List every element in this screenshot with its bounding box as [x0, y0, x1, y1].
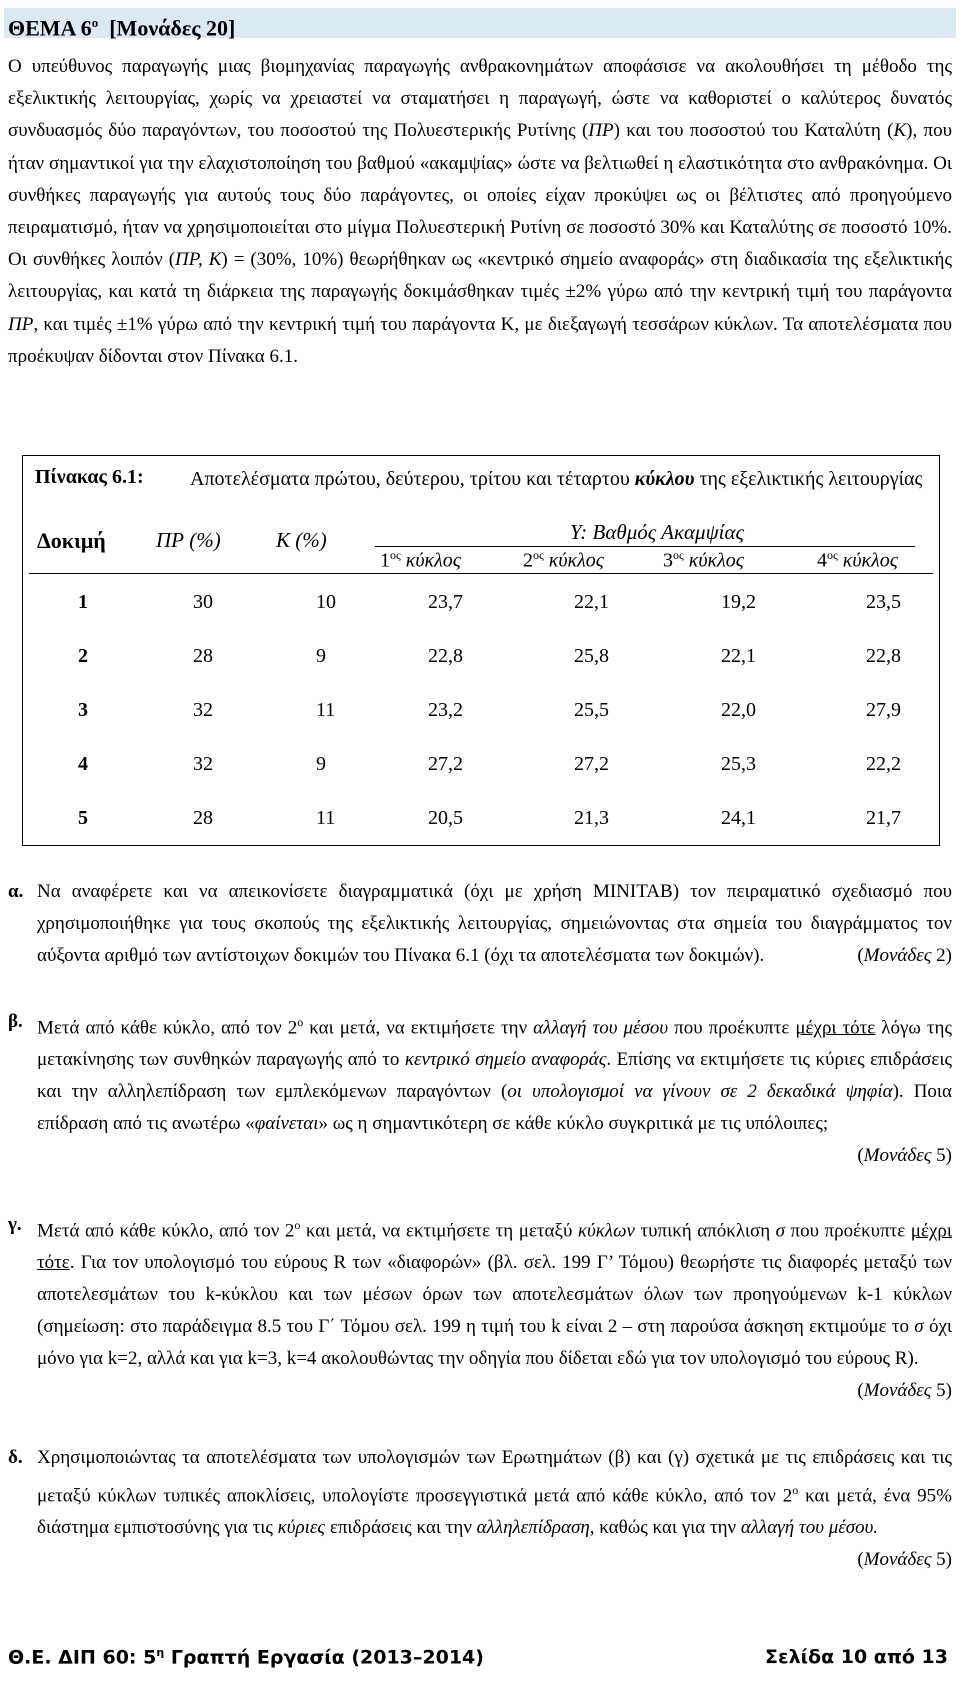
table-row: 1 30 10 23,7 22,1 19,2 23,5	[78, 591, 901, 613]
intro-paragraph: Ο υπεύθυνος παραγωγής μιας βιομηχανίας παραγωγής ανθρακονημάτων αποφάσισε να ακολουθήσει τη μέθοδο της εξελικτικής λειτουργίας, χωρίς να χρειαστεί να σταματήσει η παραγωγή, ώστε να καθοριστεί ο καλύτερος δυνατός συνδυασμός δύο παραγόντων, του ποσοστού της Πολυεστερικής Ρυτίνης (ΠΡ) και του ποσοστού του Καταλύτη (Κ), που ήταν σημαντικοί για την ελαχιστοποίηση του βαθμού «ακαμψίας» ώστε να βελτιωθεί η ελαστικότητα στο ανθρακόνημα. Οι συνθήκες παραγωγής για αυτούς τους δύο παράγοντες, οι οποίες είχαν προκύψει ως οι βέλτιστες από προηγούμενο πειραματισμό, ήταν να χρησιμοποιείται στο μίγμα Πολυεστερική Ρυτίνη σε ποσοστό 30% και Καταλύτης σε ποσοστό 10%. Οι συνθήκες λοιπόν (ΠΡ, Κ) = (30%, 10%) θεωρήθηκαν ως «κεντρικό σημείο αναφοράς» στη διαδικασία της εξελικτικής λειτουργίας, και κατά τη διάρκεια της παραγωγής δοκιμάσθηκαν τιμές ±2% γύρω από την κεντρική τιμή του παράγοντα ΠΡ, και τιμές ±1% γύρω από την κεντρική τιμή του παράγοντα Κ, με διεξαγωγή τεσσάρων κύκλων. Τα αποτελέσματα που προέκυψαν δίδονται στον Πίνακα 6.1.	[8, 56, 953, 367]
table-caption: Αποτελέσματα πρώτου, δεύτερου, τρίτου και τέταρτου κύκλου της εξελικτικής λειτουργίας	[190, 468, 923, 490]
table-row: 5 28 11 20,5 21,3 24,1 21,7	[78, 807, 901, 829]
y-header: Y: Βαθμός Ακαμψίας	[569, 520, 745, 544]
y-header-divider	[375, 546, 915, 547]
question-label: α.	[8, 881, 24, 902]
footer-course: Θ.Ε. ΔΙΠ 60: $5^\eta$ Γραπτή Εργασία (2013–2014)	[8, 1646, 484, 1669]
footer-page-number: Σελίδα 10 από 13	[765, 1646, 948, 1668]
cycle-header: $2^{o\varsigma}$ κύκλος	[523, 548, 604, 572]
cycle-header: $4^{o\varsigma}$ κύκλος	[817, 548, 898, 572]
theme-title: ΘΕΜΑ $6^o$ [Μονάδες 20]	[4, 8, 956, 38]
question-label: β.	[8, 1011, 23, 1032]
cycle-header: $1^{o\varsigma}$ κύκλος	[380, 548, 461, 572]
question-label: γ.	[8, 1214, 22, 1235]
col-trial-header: Δοκιμή	[37, 528, 106, 553]
question-c: γ. Μετά από κάθε κύκλο, από τον $2^o$ και μετά, να εκτιμήσετε τη μεταξύ κύκλων τυπική απόκλιση σ που προέκυπτε μέχρι τότε. Για τον υπολογισμό του εύρους R των «διαφορών» (βλ. σελ. 199 Γ’ Τόμου) θεωρήστε τις διαφορές μεταξύ των αποτελεσμάτων του k-κύκλου και των μέσων όρων των αποτελεσμάτων όλων των προηγούμενων k-1 κύκλων (σημείωση: στο παράδειγμα 8.5 του Γ΄ Τόμου σελ. 199 η τιμή του k είναι 2 – στη παρούσα άσκηση εκτιμούμε το σ όχι μόνο για k=2, αλλά και για k=3, k=4 ακολουθώντας την οδηγία που δίδεται εδώ για τον υπολογισμό του εύρους R). (Μονάδες 5)	[8, 1209, 952, 1407]
points: (Μονάδες 5)	[857, 1380, 952, 1402]
table-caption-label: Πίνακας 6.1:	[35, 466, 144, 488]
col-k-header: Κ (%)	[276, 528, 327, 552]
table-row: 2 28 9 22,8 25,8 22,1 22,8	[78, 645, 901, 667]
col-pr-header: ΠΡ (%)	[156, 528, 221, 552]
question-d: δ. Χρησιμοποιώντας τα αποτελέσματα των υπολογισμών των Ερωτημάτων (β) και (γ) σχετικά με τις επιδράσεις και τις μεταξύ κύκλων τυπικές αποκλίσεις, υπολογίστε προσεγγιστικά μετά από κάθε κύκλο, από τον $2^o$ και μετά, ένα 95% διάστημα εμπιστοσύνης για τις κύριες επιδράσεις και την αλληλεπίδραση, καθώς και για την αλλαγή του μέσου. (Μονάδες 5)	[8, 1442, 952, 1576]
points: (Μονάδες 5)	[857, 1549, 952, 1571]
points: (Μονάδες 5)	[857, 1145, 952, 1167]
question-a: α. Να αναφέρετε και να απεικονίσετε διαγραμματικά (όχι με χρήση MINITAB) τον πειραματικό σχεδιασμό που χρησιμοποιήθηκε για τους σκοπούς της εξελικτικής λειτουργίας, σημειώνοντας στα σημεία του διαγράμματος τον αύξοντα αριθμό των αντίστοιχων δοκιμών του Πίνακα 6.1 (όχι τα αποτελέσματα των δοκιμών). (Μονάδες 2)	[8, 876, 952, 972]
cycle-header: $3^{o\varsigma}$ κύκλος	[663, 548, 744, 572]
question-label: δ.	[8, 1447, 23, 1468]
points: (Μονάδες 2)	[857, 945, 952, 966]
header-divider	[29, 573, 933, 574]
table-row: 3 32 11 23,2 25,5 22,0 27,9	[78, 699, 901, 721]
results-table	[22, 455, 940, 846]
table-row: 4 32 9 27,2 27,2 25,3 22,2	[78, 753, 901, 775]
question-b: β. Μετά από κάθε κύκλο, από τον $2^o$ και μετά, να εκτιμήσετε την αλλαγή του μέσου που προέκυπτε μέχρι τότε λόγω της μετακίνησης των συνθηκών παραγωγής από το κεντρικό σημείο αναφοράς. Επίσης να εκτιμήσετε τις κύριες επιδράσεις και την αλληλεπίδραση των εμπλεκόμενων παραγόντων (οι υπολογισμοί να γίνουν σε 2 δεκαδικά ψηφία). Ποια επίδραση από τις ανωτέρω «φαίνεται» ως η σημαντικότερη σε κάθε κύκλο συγκριτικά με τις υπόλοιπες; (Μονάδες 5)	[8, 1006, 952, 1172]
